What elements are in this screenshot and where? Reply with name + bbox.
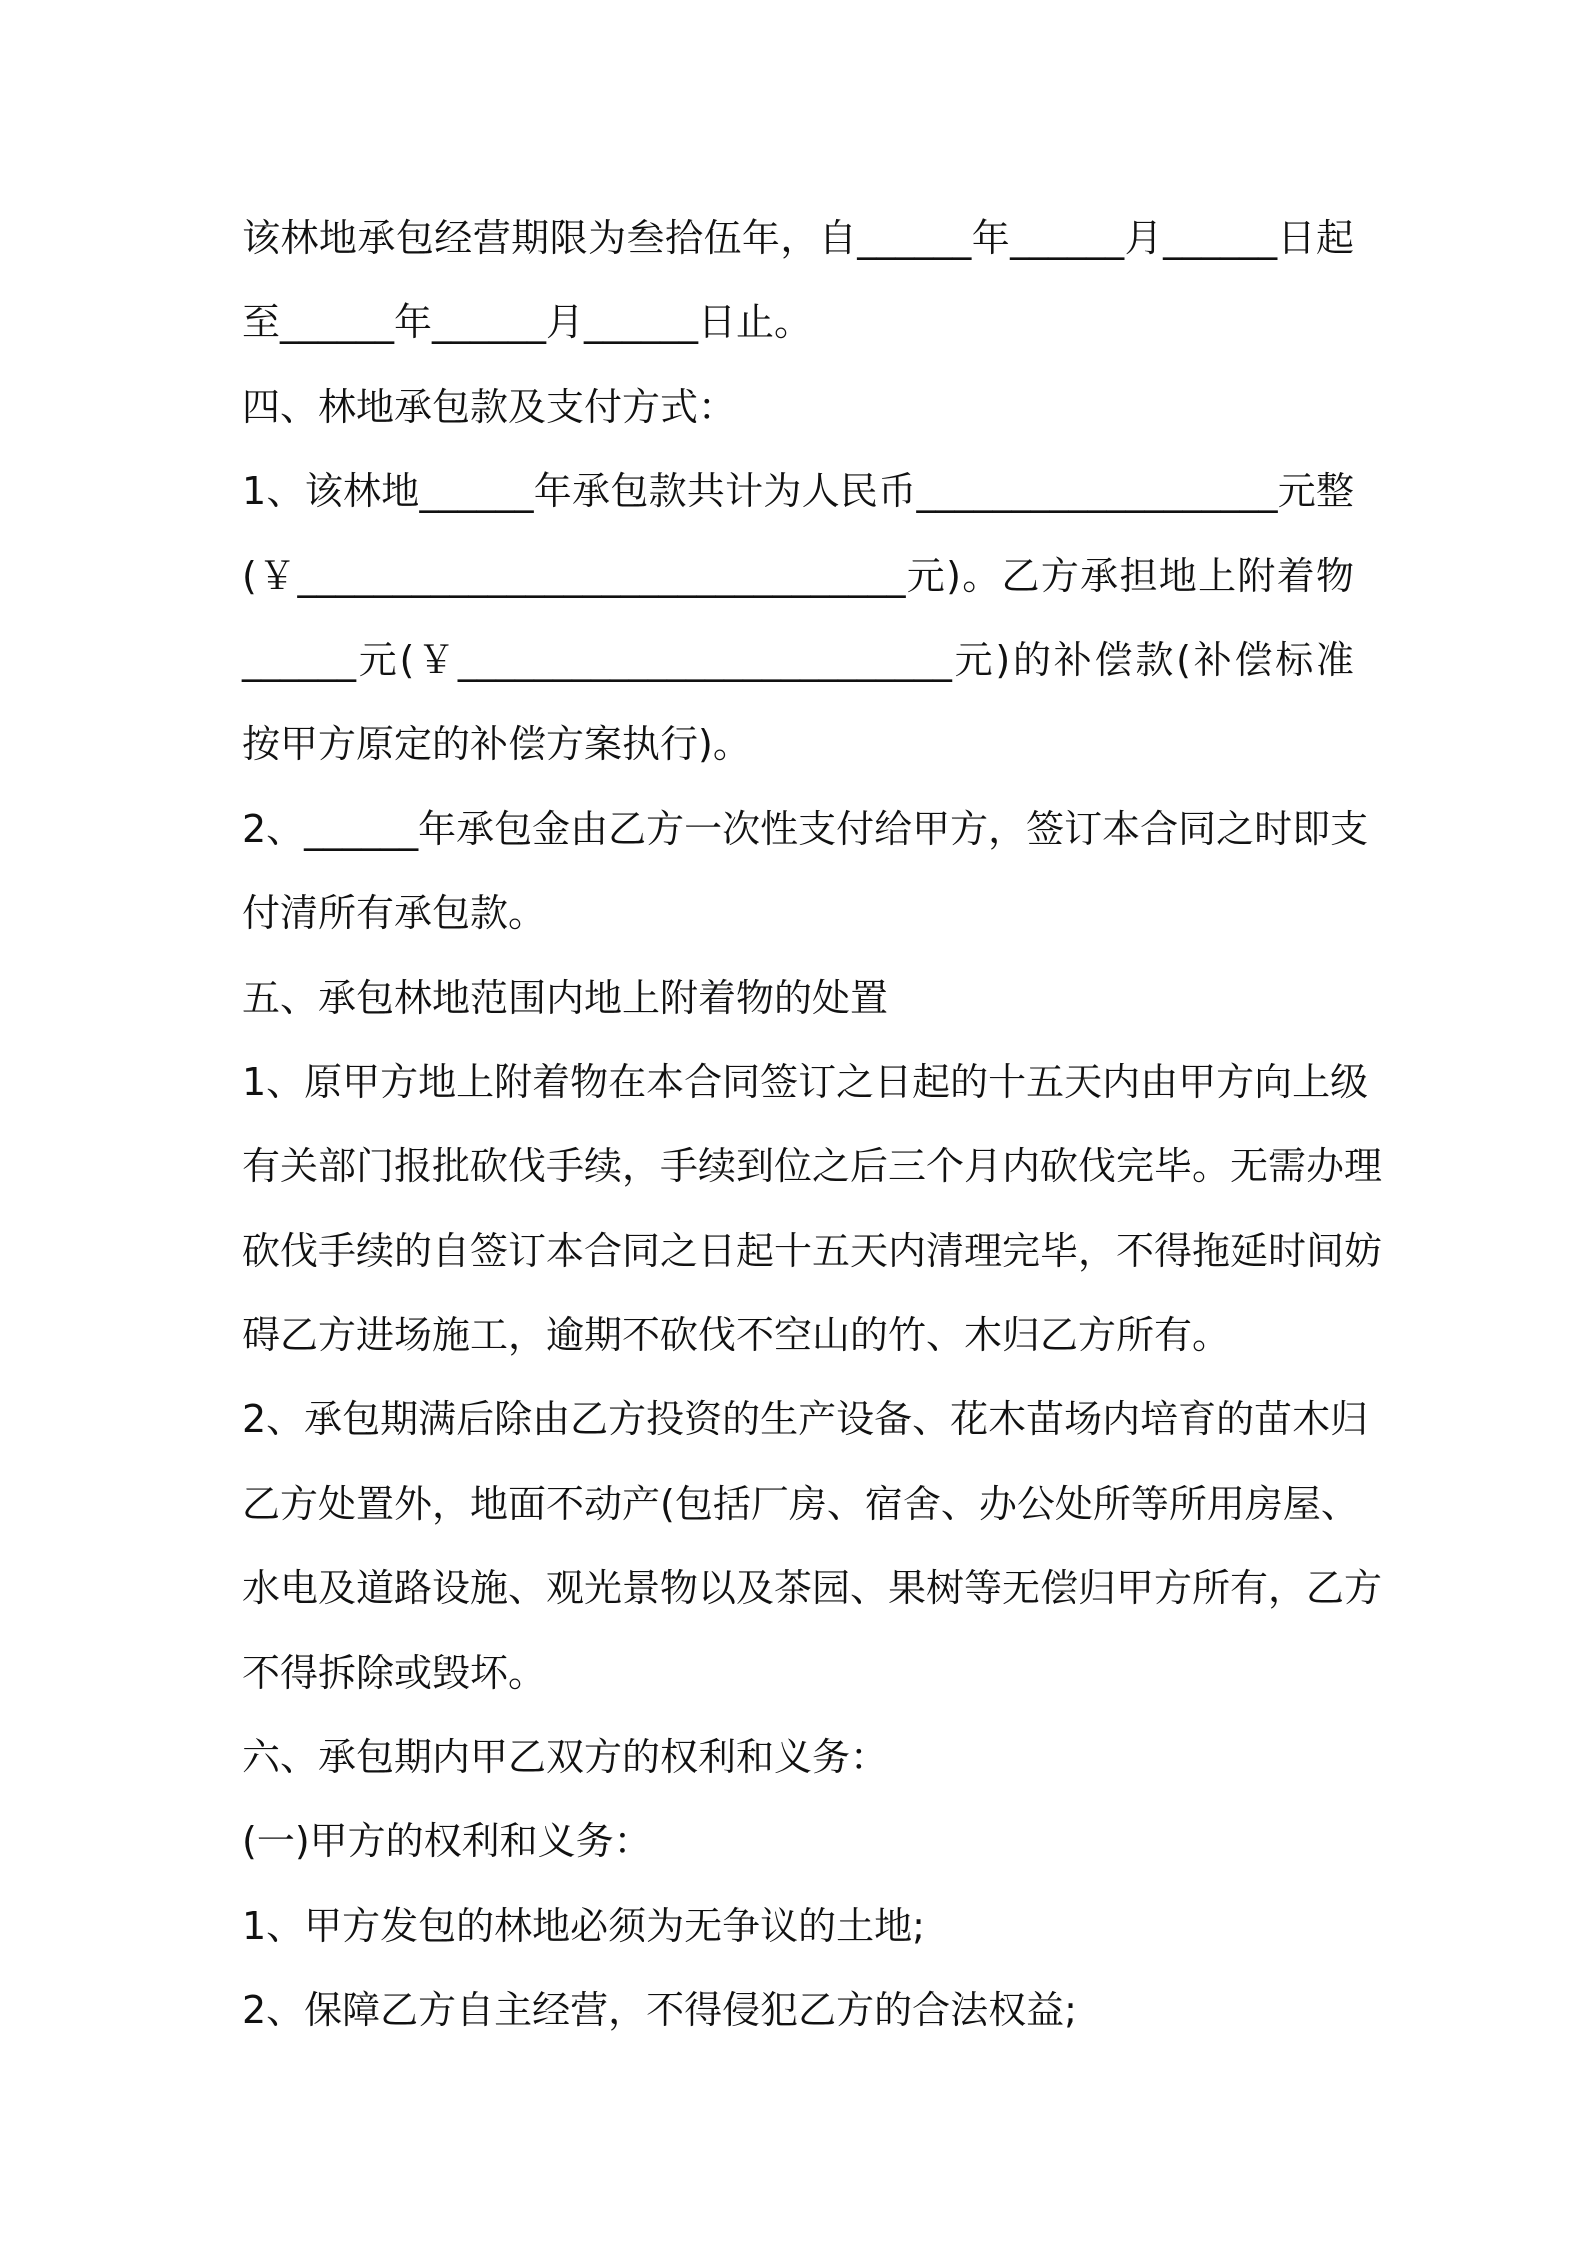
- paragraph-line: 2、保障乙方自主经营，不得侵犯乙方的合法权益;: [242, 1988, 1077, 2033]
- paragraph-line: 1、甲方发包的林地必须为无争议的土地;: [242, 1903, 925, 1948]
- paragraph-line: 不得拆除或毁坏。: [242, 1650, 547, 1695]
- paragraph-line: 有关部门报批砍伐手续，手续到位之后三个月内砍伐完毕。无需办理: [242, 1144, 1383, 1189]
- paragraph-line: 至______年______月______日止。: [242, 300, 813, 345]
- subsection-heading: (一)甲方的权利和义务：: [242, 1819, 652, 1864]
- paragraph-line: 1、原甲方地上附着物在本合同签订之日起的十五天内由甲方向上级: [242, 1059, 1369, 1104]
- section-heading: 六、承包期内甲乙双方的权利和义务：: [242, 1735, 889, 1780]
- paragraph-line: 乙方处置外，地面不动产(包括厂房、宿舍、办公处所等所用房屋、: [242, 1481, 1359, 1526]
- paragraph-line: 按甲方原定的补偿方案执行)。: [242, 722, 751, 767]
- section-heading: 四、林地承包款及支付方式：: [242, 384, 737, 429]
- paragraph-line: 2、承包期满后除由乙方投资的生产设备、花木苗场内培育的苗木归: [242, 1397, 1369, 1442]
- paragraph-line: 该林地承包经营期限为叁拾伍年，自______年______月______日起: [242, 216, 1354, 260]
- paragraph-line: 砍伐手续的自签订本合同之日起十五天内清理完毕，不得拖延时间妨: [242, 1228, 1383, 1273]
- paragraph-line: ______元(￥__________________________元)的补偿款(补偿标准: [242, 637, 1354, 682]
- document-body: [242, 196, 1383, 2053]
- paragraph-line: 碍乙方进场施工，逾期不砍伐不空山的竹、木归乙方所有。: [242, 1313, 1231, 1358]
- paragraph-line: 水电及道路设施、观光景物以及茶园、果树等无偿归甲方所有，乙方: [242, 1566, 1383, 1611]
- paragraph-line: 1、该林地______年承包款共计为人民币___________________元整: [242, 469, 1354, 514]
- paragraph-line: (￥________________________________元)。乙方承担地上附着物: [242, 553, 1354, 598]
- paragraph-line: 2、______年承包金由乙方一次性支付给甲方，签订本合同之时即支: [242, 806, 1369, 851]
- paragraph-line: 付清所有承包款。: [242, 891, 547, 936]
- section-heading: 五、承包林地范围内地上附着物的处置: [242, 975, 889, 1020]
